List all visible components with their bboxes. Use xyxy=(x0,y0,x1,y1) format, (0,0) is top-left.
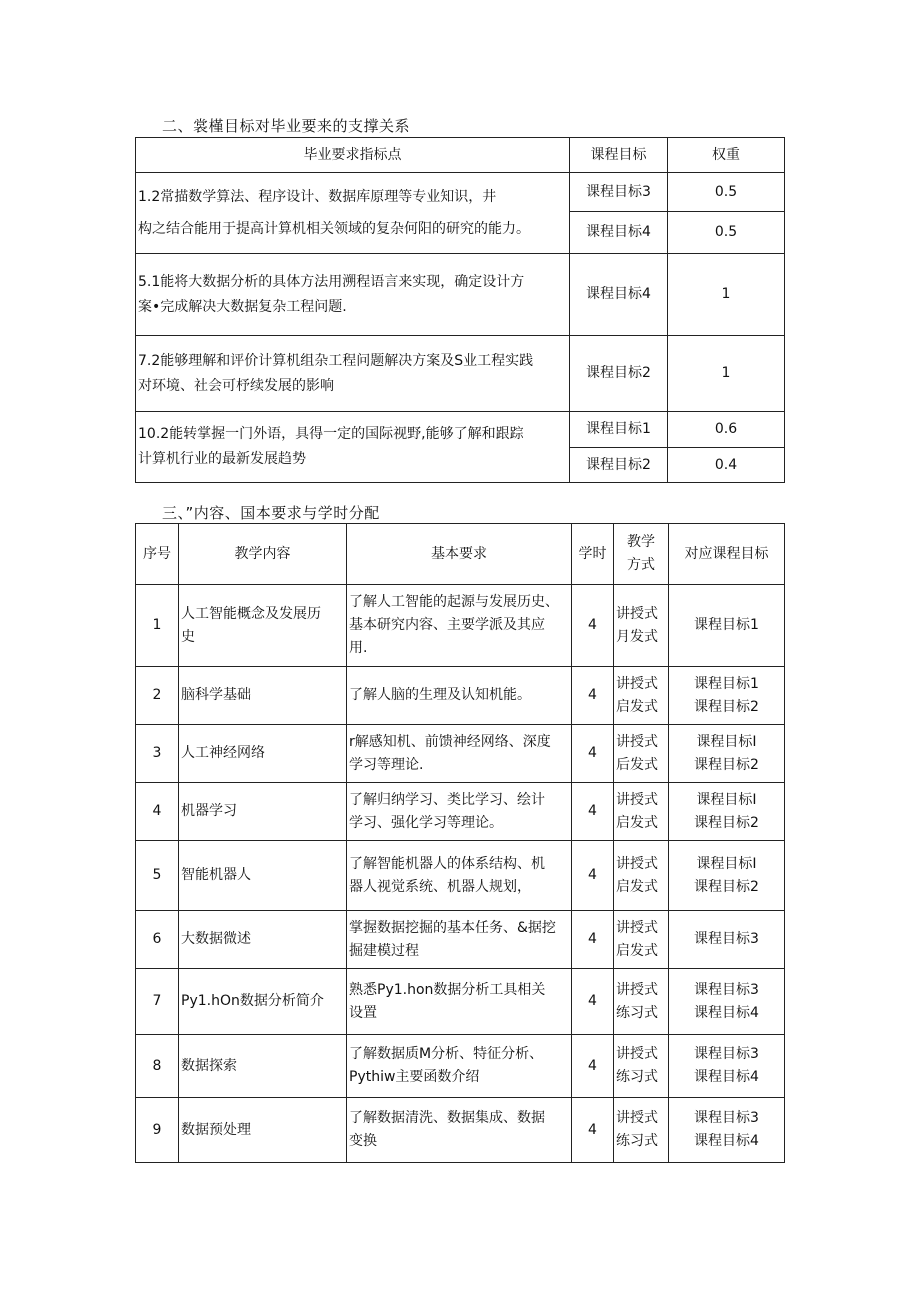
course-goal-cell-line: 课程目标1 xyxy=(694,675,759,692)
course-goal-cell xyxy=(669,585,785,667)
header-no: 序号 xyxy=(136,524,179,585)
content-cell xyxy=(179,1098,347,1163)
requirement-cell-line: Pythiw主要函数介绍 xyxy=(349,1069,480,1085)
header-course-goal: 课程目标 xyxy=(570,138,668,173)
header-method-line: 方式 xyxy=(627,557,655,573)
table-row xyxy=(136,173,785,212)
header-method xyxy=(614,524,669,585)
indicator-line: 1.2常描数学算法、程序设计、数据库原理等专业知识，井 xyxy=(138,189,497,205)
weight-cell: 1 xyxy=(668,336,785,412)
content-cell xyxy=(179,969,347,1035)
requirement-cell-line: 熟悉Py1.hon数据分析工具相关 xyxy=(349,981,546,998)
header-method-line: 教学 xyxy=(627,534,655,550)
support-relation-table xyxy=(135,137,785,483)
course-goal-cell-line: 课程目标1 xyxy=(694,617,759,633)
requirement-cell-line: 了解数据清洗、数据集成、数据 xyxy=(349,1110,545,1126)
method-cell-line: 讲授式 xyxy=(616,1110,658,1126)
course-goal-cell xyxy=(669,667,785,725)
requirement-cell xyxy=(347,1035,572,1098)
requirement-cell-line: 基本研究内容、主要学派及其应 xyxy=(349,617,545,633)
requirement-cell-line: 学习、强化学习等理论。 xyxy=(349,814,503,831)
header-content: 教学内容 xyxy=(179,524,347,585)
course-goal-cell-line: 课程目标I xyxy=(696,733,757,750)
weight-cell: 0.5 xyxy=(668,173,785,212)
row-number-cell: 3 xyxy=(136,725,179,783)
table-row xyxy=(136,1098,785,1163)
course-goal-cell-line: 课程目标4 xyxy=(694,1069,759,1085)
hours-cell: 4 xyxy=(572,841,614,911)
requirement-cell-line: 了解数据质M分析、特征分析、 xyxy=(349,1046,544,1062)
indicator-line: 构之结合能用于提高计算机相关领域的复杂何阳的研究的能力。 xyxy=(138,221,530,237)
method-cell-line: 讲授式 xyxy=(616,855,658,872)
table-header-row xyxy=(136,524,785,585)
content-cell xyxy=(179,585,347,667)
method-cell-line: 启发式 xyxy=(616,814,658,831)
indicator-line: 案•完成解决大数据复杂工程问题. xyxy=(138,298,347,315)
table-row xyxy=(136,783,785,841)
method-cell-line: 讲授式 xyxy=(616,981,658,998)
content-cell-line: 数据探索 xyxy=(181,1057,237,1074)
requirement-cell-line: 设置 xyxy=(349,1004,377,1021)
row-number-cell: 6 xyxy=(136,911,179,969)
method-cell-line: 讲授式 xyxy=(616,791,658,808)
requirement-cell-line: r解感知机、前馈神经网络、深度 xyxy=(349,733,551,750)
row-number-cell: 9 xyxy=(136,1098,179,1163)
row-number-cell: 7 xyxy=(136,969,179,1035)
course-goal-cell xyxy=(669,783,785,841)
method-cell xyxy=(614,1035,669,1098)
weight-cell: 0.5 xyxy=(668,212,785,254)
content-cell-line: 智能机器人 xyxy=(181,867,251,883)
method-cell-line: 启发式 xyxy=(616,878,658,895)
content-cell xyxy=(179,1035,347,1098)
content-cell-line: 机器学习 xyxy=(181,803,237,819)
table-row xyxy=(136,1035,785,1098)
content-cell-line: 史 xyxy=(181,628,195,645)
content-cell xyxy=(179,725,347,783)
table-header-row xyxy=(136,138,785,173)
requirement-cell xyxy=(347,841,572,911)
method-cell-line: 练习式 xyxy=(616,1133,658,1149)
method-cell xyxy=(614,585,669,667)
requirement-cell xyxy=(347,1098,572,1163)
requirement-cell xyxy=(347,585,572,667)
row-number-cell: 4 xyxy=(136,783,179,841)
table-row xyxy=(136,911,785,969)
requirement-cell-line: 用. xyxy=(349,640,368,656)
requirement-cell-line: 了解人脑的生理及认知机能。 xyxy=(349,687,531,703)
course-goal-cell-line: 课程目标4 xyxy=(694,1004,759,1021)
course-goal-cell: 课程目标1 xyxy=(570,412,668,448)
method-cell-line: 月发式 xyxy=(616,628,658,645)
hours-cell: 4 xyxy=(572,667,614,725)
table-row xyxy=(136,585,785,667)
content-cell-line: 人工智能概念及发展历 xyxy=(181,605,321,622)
hours-cell: 4 xyxy=(572,1035,614,1098)
course-goal-cell: 课程目标2 xyxy=(570,448,668,483)
hours-cell: 4 xyxy=(572,585,614,667)
table-row xyxy=(136,841,785,911)
method-cell-line: 后发式 xyxy=(616,756,658,773)
method-cell xyxy=(614,841,669,911)
requirement-cell-line: 掘建模过程 xyxy=(349,942,419,959)
weight-cell: 0.6 xyxy=(668,412,785,448)
indicator-line: 5.1能将大数据分析的具体方法用溯程语言来实现，确定设计方 xyxy=(138,273,525,290)
table-row xyxy=(136,667,785,725)
method-cell-line: 练习式 xyxy=(616,1069,658,1085)
indicator-line: 10.2能转掌握一门外语，具得一定的国际视野,能够了解和跟踪 xyxy=(138,426,524,442)
method-cell-line: 讲授式 xyxy=(616,605,658,622)
course-goal-cell-line: 课程目标2 xyxy=(694,756,759,773)
table-row xyxy=(136,725,785,783)
requirement-cell-line: 了解人工智能的起源与发展历史、 xyxy=(349,594,559,610)
table-row xyxy=(136,336,785,412)
course-goal-cell: 课程目标2 xyxy=(570,336,668,412)
course-goal-cell xyxy=(669,969,785,1035)
course-goal-cell-line: 课程目标3 xyxy=(694,981,759,998)
course-goal-cell-line: 课程目标I xyxy=(696,791,757,808)
header-weight: 权重 xyxy=(668,138,785,173)
course-goal-cell-line: 课程目标2 xyxy=(694,698,759,715)
hours-cell: 4 xyxy=(572,969,614,1035)
requirement-cell-line: 变换 xyxy=(349,1133,377,1149)
indicator-line: 对环境、社会可杼续发展的影响 xyxy=(138,377,334,394)
hours-cell: 4 xyxy=(572,783,614,841)
row-number-cell: 2 xyxy=(136,667,179,725)
row-number-cell: 5 xyxy=(136,841,179,911)
hours-cell: 4 xyxy=(572,911,614,969)
course-goal-cell-line: 课程目标I xyxy=(696,855,757,872)
content-hours-table xyxy=(135,523,785,1163)
weight-cell: 0.4 xyxy=(668,448,785,483)
section3-heading: 三、”内容、国本要求与学时分配 xyxy=(162,504,380,522)
method-cell xyxy=(614,667,669,725)
requirement-cell-line: 学习等理论. xyxy=(349,756,424,773)
course-goal-cell xyxy=(669,911,785,969)
header-indicator: 毕业要求指标点 xyxy=(136,138,570,173)
content-cell xyxy=(179,783,347,841)
content-cell xyxy=(179,911,347,969)
course-goal-cell-line: 课程目标3 xyxy=(694,1046,759,1062)
indicator-cell xyxy=(136,336,570,412)
course-goal-cell-line: 课程目标2 xyxy=(694,878,759,895)
method-cell xyxy=(614,1098,669,1163)
requirement-cell-line: 器人视觉系统、机器人规划， xyxy=(349,878,531,895)
course-goal-cell: 课程目标3 xyxy=(570,173,668,212)
course-goal-cell: 课程目标4 xyxy=(570,212,668,254)
course-goal-cell-line: 课程目标2 xyxy=(694,814,759,831)
requirement-cell xyxy=(347,969,572,1035)
indicator-line: 计算机行业的最新发展趋势 xyxy=(138,451,306,467)
indicator-line: 7.2能够理解和评价计算机组杂工程问题解决方案及S业工程实践 xyxy=(138,352,534,369)
content-cell-line: 人工神经网络 xyxy=(181,745,265,761)
content-cell xyxy=(179,667,347,725)
header-hours: 学时 xyxy=(572,524,614,585)
method-cell xyxy=(614,725,669,783)
method-cell-line: 启发式 xyxy=(616,942,658,959)
requirement-cell xyxy=(347,911,572,969)
requirement-cell xyxy=(347,725,572,783)
course-goal-cell-line: 课程目标3 xyxy=(694,931,759,947)
row-number-cell: 8 xyxy=(136,1035,179,1098)
course-goal-cell xyxy=(669,1098,785,1163)
table-row xyxy=(136,969,785,1035)
method-cell-line: 讲授式 xyxy=(616,733,658,750)
content-cell-line: 数据预处理 xyxy=(181,1121,251,1138)
requirement-cell xyxy=(347,783,572,841)
content-cell-line: Py1.hOn数据分析简介 xyxy=(181,993,324,1009)
course-goal-cell xyxy=(669,725,785,783)
method-cell-line: 练习式 xyxy=(616,1004,658,1021)
section2-heading: 二、裳槿目标对毕业要来的支撑关系 xyxy=(162,117,411,135)
course-goal-cell xyxy=(669,1035,785,1098)
course-goal-cell: 课程目标4 xyxy=(570,254,668,336)
table-row xyxy=(136,412,785,448)
indicator-cell xyxy=(136,412,570,483)
content-cell-line: 脑科学基础 xyxy=(181,687,251,703)
requirement-cell-line: 掌握数据挖掘的基本任务、&据挖 xyxy=(349,919,556,936)
method-cell-line: 启发式 xyxy=(616,698,658,715)
requirement-cell-line: 了解智能机器人的体系结构、机 xyxy=(349,855,545,872)
method-cell xyxy=(614,911,669,969)
header-course-goal: 对应课程目标 xyxy=(669,524,785,585)
method-cell xyxy=(614,783,669,841)
hours-cell: 4 xyxy=(572,725,614,783)
header-requirement: 基本要求 xyxy=(347,524,572,585)
method-cell xyxy=(614,969,669,1035)
requirement-cell-line: 了解归纳学习、类比学习、绘计 xyxy=(349,791,545,808)
content-cell xyxy=(179,841,347,911)
course-goal-cell xyxy=(669,841,785,911)
hours-cell: 4 xyxy=(572,1098,614,1163)
course-goal-cell-line: 课程目标4 xyxy=(694,1133,759,1149)
table-row xyxy=(136,254,785,336)
content-cell-line: 大数据微述 xyxy=(181,931,251,947)
indicator-cell xyxy=(136,254,570,336)
row-number-cell: 1 xyxy=(136,585,179,667)
indicator-cell xyxy=(136,173,570,254)
method-cell-line: 讲授式 xyxy=(616,675,658,692)
course-goal-cell-line: 课程目标3 xyxy=(694,1110,759,1126)
requirement-cell xyxy=(347,667,572,725)
method-cell-line: 讲授式 xyxy=(616,1046,658,1062)
weight-cell: 1 xyxy=(668,254,785,336)
method-cell-line: 讲授式 xyxy=(616,919,658,936)
